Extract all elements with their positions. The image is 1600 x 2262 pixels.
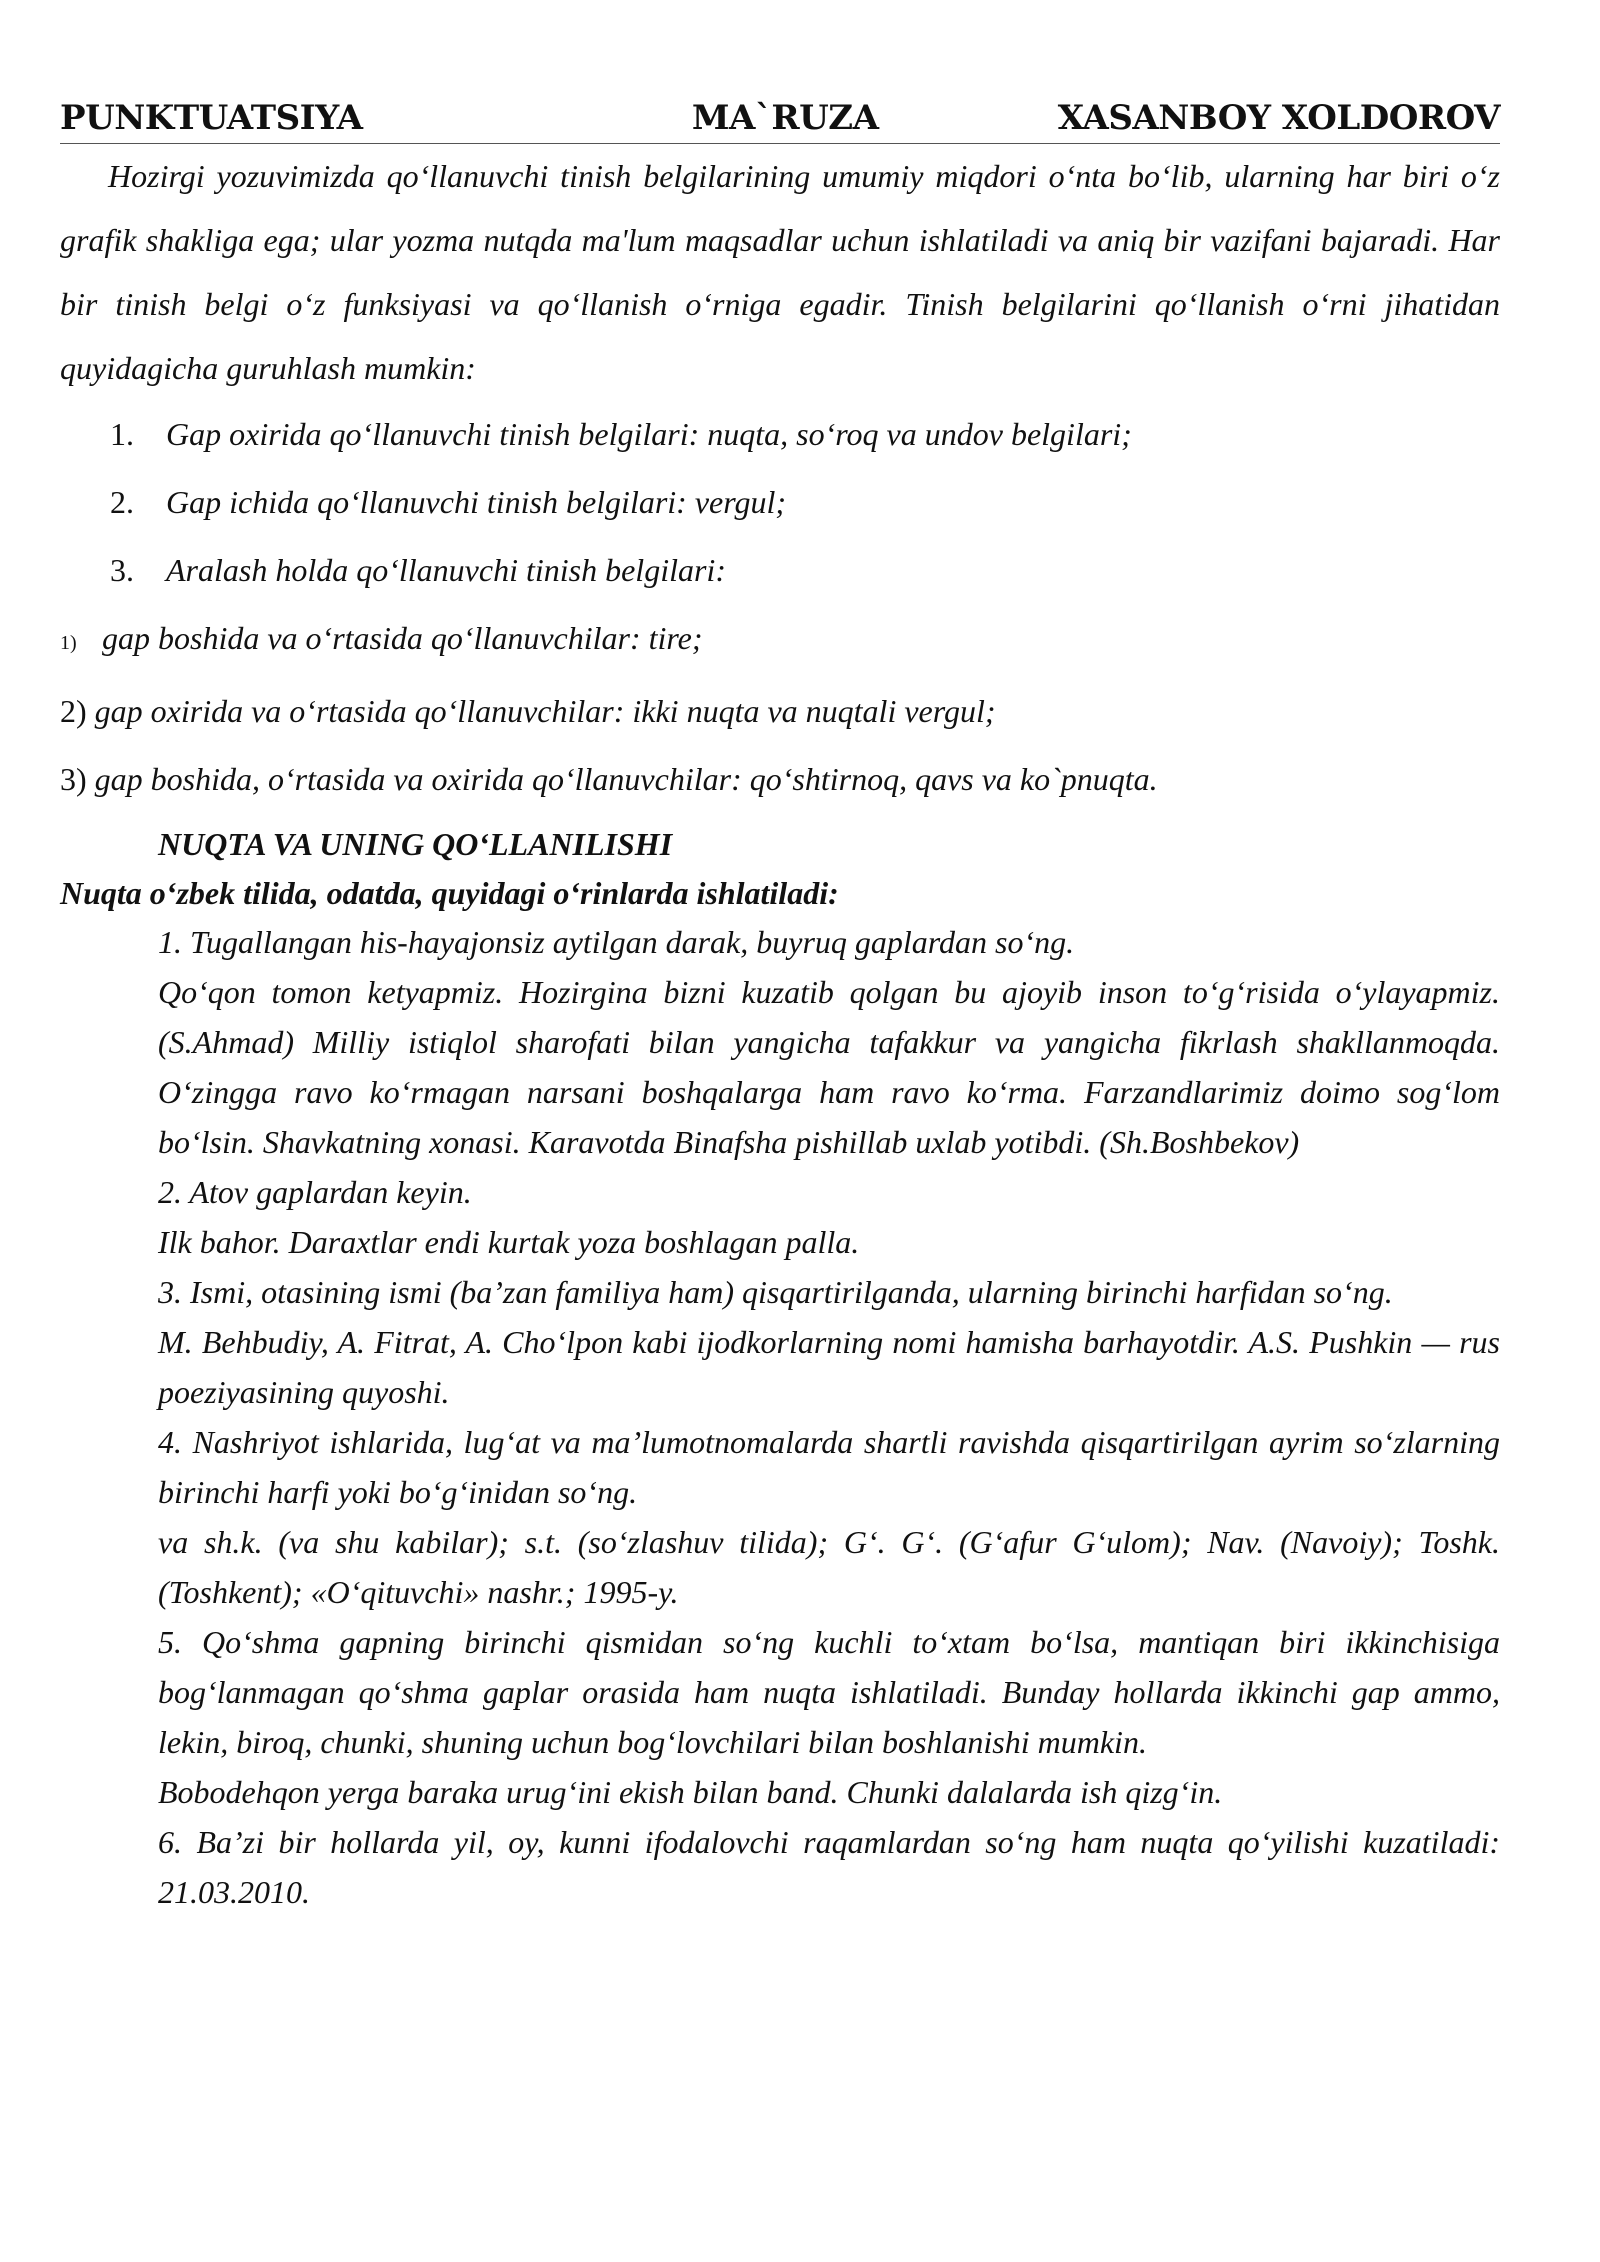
sublist-number: 2) — [60, 693, 87, 729]
rule-text: 2. Atov gaplardan keyin. — [158, 1174, 472, 1210]
rule-example: Qo‘qon tomon ketyapmiz. Hozirgina bizni kuzatib qolgan bu ajoyib inson to‘g‘risida o‘ylayapmiz. (S.Ahmad) Milliy istiqlol sharofati bilan yangicha tafakkur va yangicha fikrlash shakllanmoqda. O‘zingga ravo ko‘rmagan narsani boshqalarga ham ravo ko‘rma. Farzandlarimiz doimo sog‘lom bo‘lsin. Shavkatning xonasi. Karavotda Binafsha pishillab uxlab yotibdi. (Sh.Boshbekov) — [158, 974, 1500, 1160]
header-subject: PUNKTUATSIYA — [60, 98, 363, 138]
page-header — [60, 95, 1500, 144]
rule-example: Ilk bahor. Daraxtlar endi kurtak yoza boshlagan palla. — [158, 1224, 860, 1260]
list-number: 1. — [110, 416, 134, 452]
rule-text: 4. Nashriyot ishlarida, lug‘at va ma’lumotnomalarda shartli ravishda qisqartirilgan ayrim so‘zlarning birinchi harfi yoki bo‘g‘inidan so‘ng. — [158, 1424, 1500, 1510]
sublist-item — [60, 677, 1500, 745]
list-item — [60, 468, 1500, 536]
list-item — [60, 400, 1500, 468]
section-title: NUQTA VA UNING QO‘LLANILISHI — [158, 826, 673, 862]
rule-example: Bobodehqon yerga baraka urug‘ini ekish bilan band. Chunki dalalarda ish qizg‘in. — [158, 1774, 1223, 1810]
rule-text: 5. Qo‘shma gapning birinchi qismidan so‘ng kuchli to‘xtam bo‘lsa, mantiqan biri ikkinchisiga bog‘lanmagan qo‘shma gaplar orasida ham nuqta ishlatiladi. Bunday hollarda ikkinchi gap ammo, lekin, biroq, chunki, shuning uchun bog‘lovchilari bilan boshlanishi mumkin. — [158, 1624, 1500, 1760]
list-number: 3. — [110, 552, 134, 588]
rule-text: 1. Tugallangan his-hayajonsiz aytilgan darak, buyruq gaplardan so‘ng. — [158, 924, 1075, 960]
list-text: Gap oxirida qo‘llanuvchi tinish belgilari: nuqta, so‘roq va undov belgilari; — [166, 416, 1132, 452]
list-item — [60, 536, 1500, 604]
rule-example: va sh.k. (va shu kabilar); s.t. (so‘zlashuv tilida); G‘. G‘. (G‘afur G‘ulom); Nav. (Navoiy); Toshk. (Toshkent); «O‘qituvchi» nashr.; 1995-y. — [158, 1524, 1500, 1610]
rule-text: 3. Ismi, otasining ismi (ba’zan familiya ham) qisqartirilganda, ularning birinchi harfidan so‘ng. — [158, 1274, 1393, 1310]
sublist-text: gap boshida, o‘rtasida va oxirida qo‘llanuvchilar: qo‘shtirnoq, qavs va ko`pnuqta. — [94, 761, 1158, 797]
rules-block — [60, 917, 1500, 1917]
intro-paragraph: Hozirgi yozuvimizda qo‘llanuvchi tinish belgilarining umumiy miqdori o‘nta bo‘lib, ularning har biri o‘z grafik shakliga ega; ular yozma nutqda ma'lum maqsadlar uchun ishlatiladi va aniq bir vazifani bajaradi. Har bir tinish belgi o‘z funksiyasi va qo‘llanish o‘rniga egadir. Tinish belgilarini qo‘llanish o‘rni jihatidan quyidagicha guruhlash mumkin: — [60, 158, 1500, 386]
sublist-text: gap oxirida va o‘rtasida qo‘llanuvchilar: ikki nuqta va nuqtali vergul; — [94, 693, 996, 729]
list-text: Aralash holda qo‘llanuvchi tinish belgilari: — [166, 552, 726, 588]
list-number: 2. — [110, 484, 134, 520]
sublist-number: 3) — [60, 761, 87, 797]
sublist-item — [60, 604, 1500, 677]
list-text: Gap ichida qo‘llanuvchi tinish belgilari: vergul; — [166, 484, 787, 520]
sublist-text: gap boshida va o‘rtasida qo‘llanuvchilar: tire; — [102, 620, 703, 656]
rule-text: 6. Ba’zi bir hollarda yil, oy, kunni ifodalovchi raqamlardan so‘ng ham nuqta qo‘yilishi kuzatiladi: 21.03.2010. — [158, 1824, 1500, 1910]
rule-example: M. Behbudiy, A. Fitrat, A. Cho‘lpon kabi ijodkorlarning nomi hamisha barhayotdir. A.S. Pushkin — rus poeziyasining quyoshi. — [158, 1324, 1500, 1410]
header-doc-type: MA`RUZA — [691, 98, 879, 138]
section-subtitle: Nuqta o‘zbek tilida, odatda, quyidagi o‘rinlarda ishlatiladi: — [60, 875, 839, 911]
mixed-groups-sublist — [60, 604, 1500, 813]
punctuation-groups-list — [60, 400, 1500, 604]
header-author: XASANBOY XOLDOROV — [1057, 98, 1500, 138]
document-page — [60, 95, 1500, 1917]
sublist-number: 1) — [60, 632, 77, 654]
sublist-item — [60, 745, 1500, 813]
